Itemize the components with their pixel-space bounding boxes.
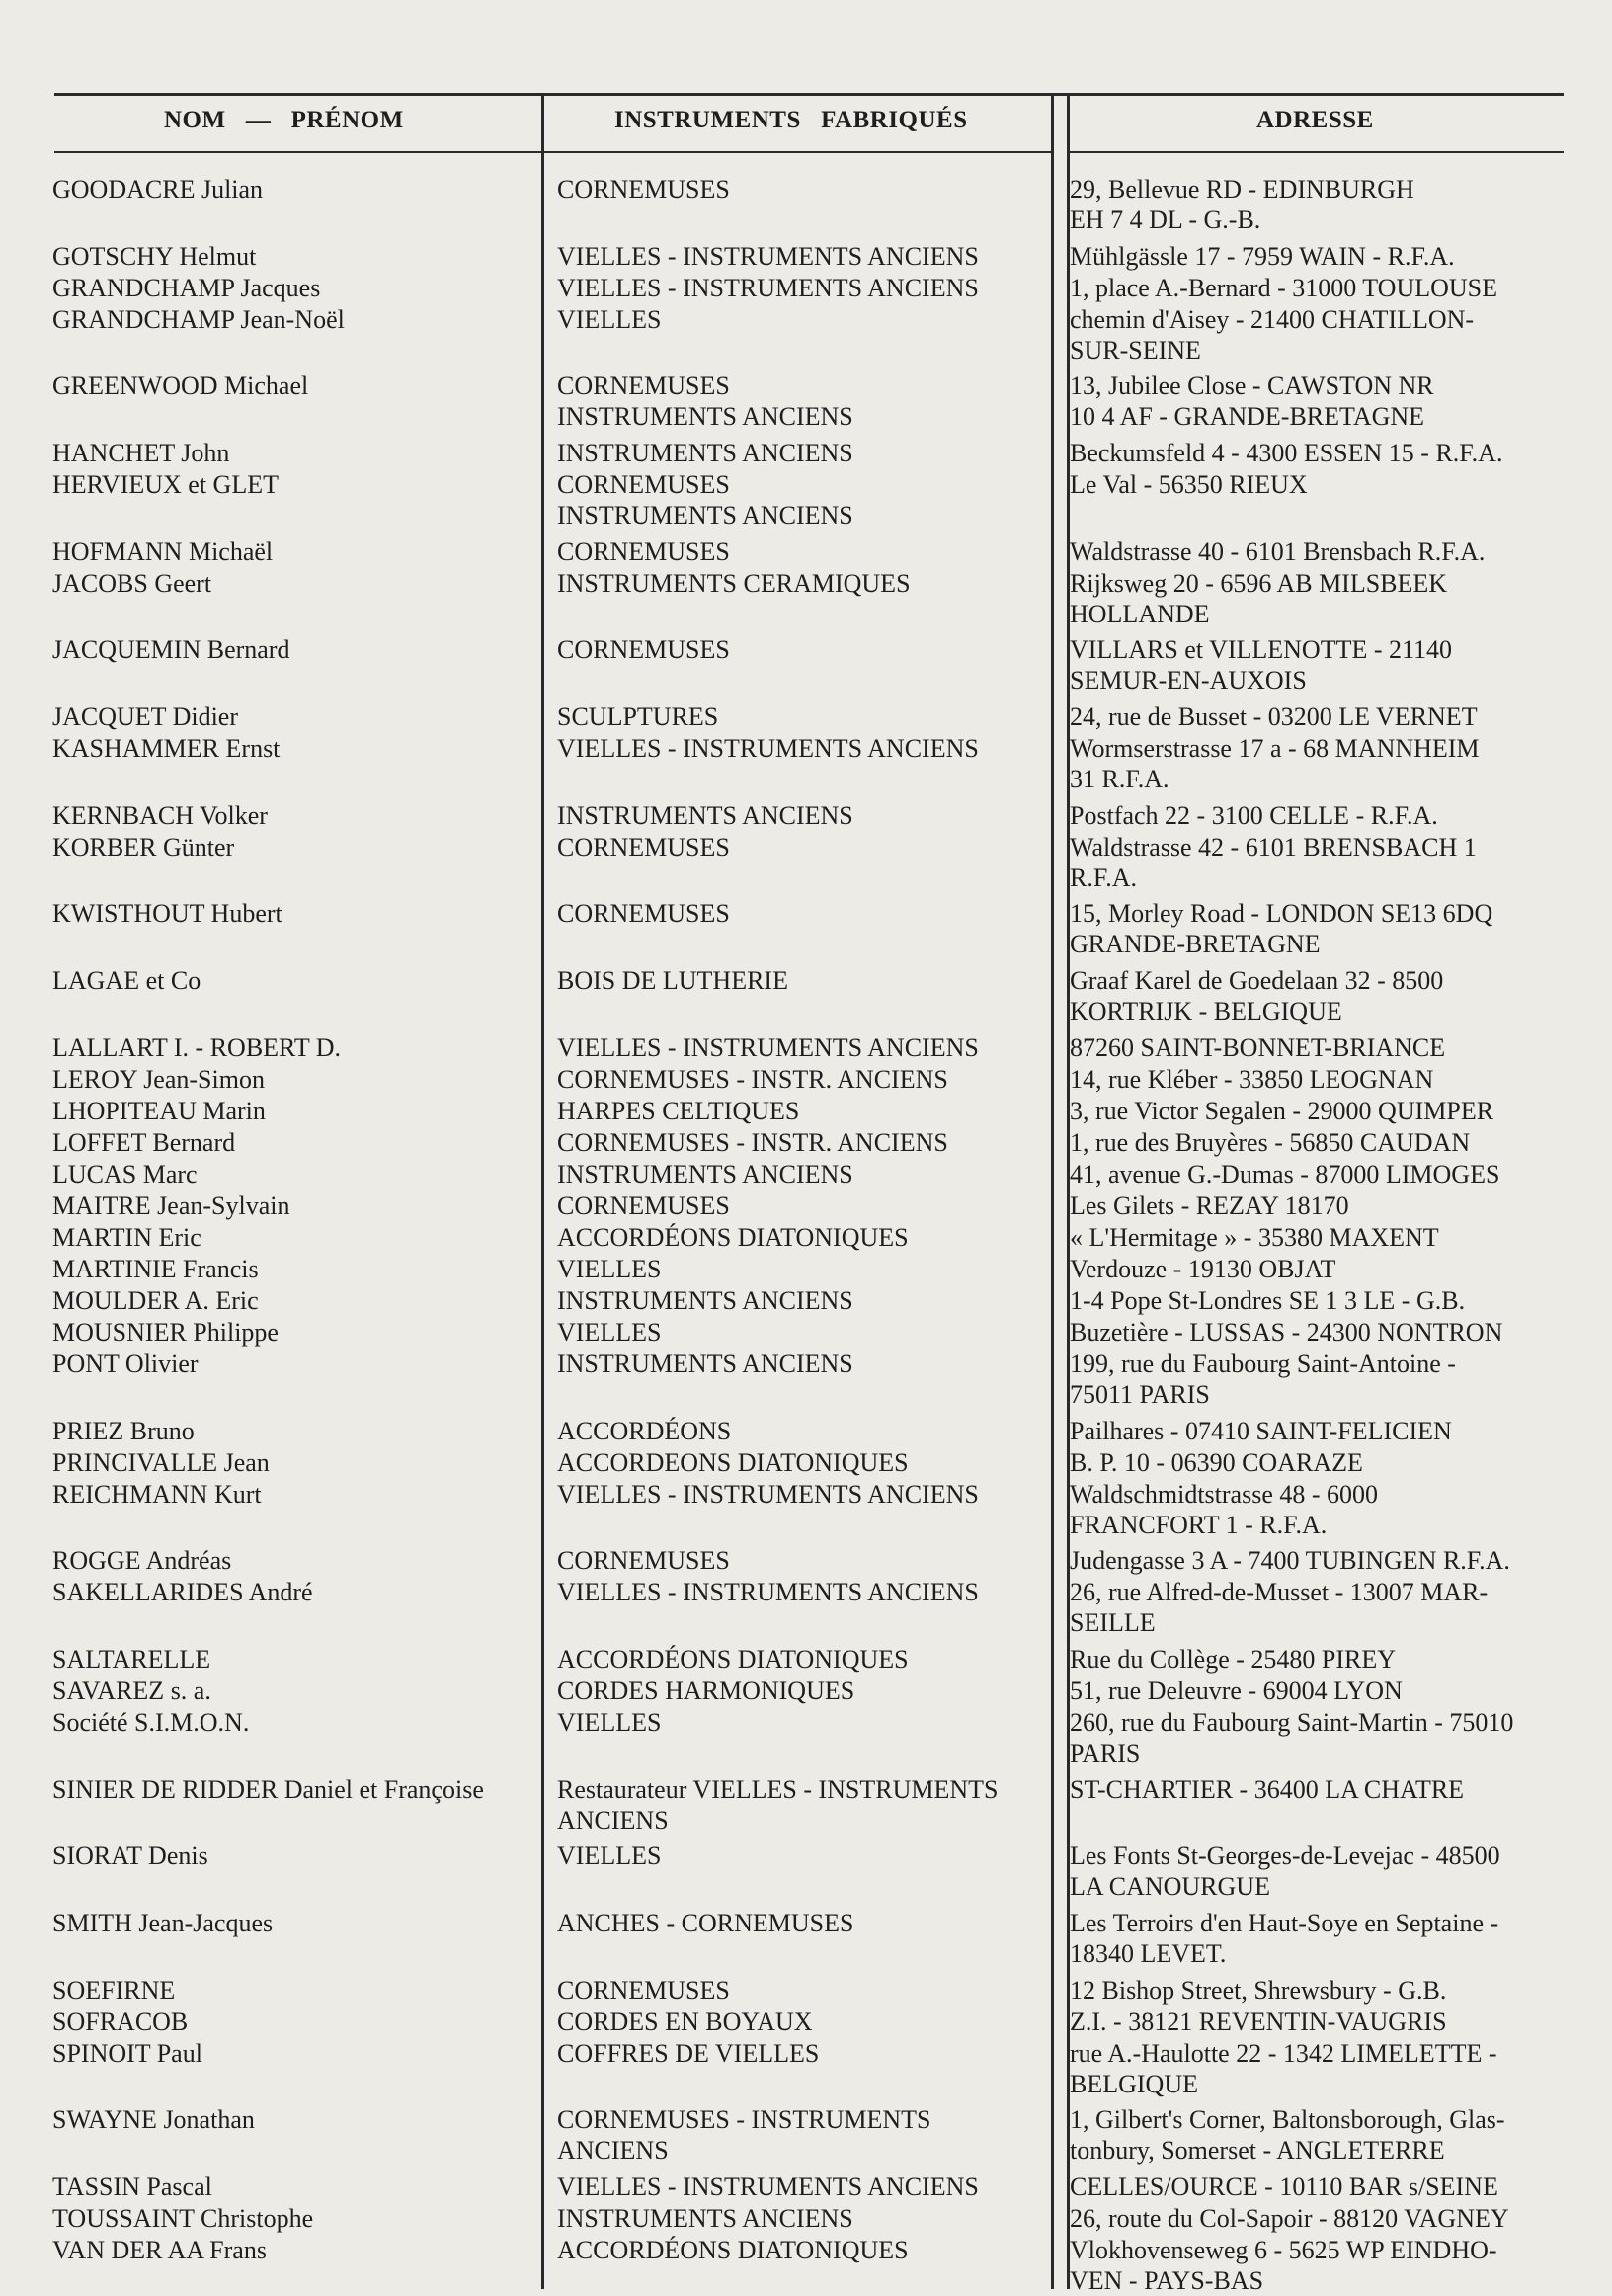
instrument-line: CORNEMUSES - INSTR. ANCIENS [557,1127,948,1157]
row-address [1070,733,1564,794]
row-name: KASHAMMER Ernst [52,734,281,764]
instrument-line: VIELLES [557,1707,662,1737]
row-instruments [557,1545,1051,1576]
row-instruments [557,1577,1051,1607]
row-instruments [557,2172,1051,2202]
address-line: tonbury, Somerset - ANGLETERRE [1070,2136,1445,2166]
row-instruments [557,898,1051,929]
address-line: CELLES/OURCE - 10110 BAR s/SEINE [1070,2172,1498,2201]
address-line: PARIS [1070,1738,1141,1767]
address-line: VEN - PAYS-BAS [1070,2266,1264,2295]
instrument-line: INSTRUMENTS ANCIENS [557,1349,853,1378]
row-name: PONT Olivier [52,1349,199,1378]
instrument-line: INSTRUMENTS CERAMIQUES [557,568,911,598]
row-name: Société S.I.M.O.N. [52,1707,250,1737]
instrument-line: ACCORDÉONS DIATONIQUES [557,1222,909,1252]
row-name: MOUSNIER Philippe [52,1317,279,1347]
instrument-line: CORNEMUSES [557,832,730,861]
row-name: TOUSSAINT Christophe [52,2203,314,2233]
address-line: 13, Jubilee Close - CAWSTON NR [1070,371,1434,401]
row-instruments [557,304,1051,335]
address-line: EH 7 4 DL - G.-B. [1070,205,1261,234]
address-line: Buzetière - LUSSAS - 24300 NONTRON [1070,1317,1503,1347]
row-name: LEROY Jean-Simon [52,1064,265,1094]
row-instruments [557,2007,1051,2037]
instrument-line: VIELLES - INSTRUMENTS ANCIENS [557,1032,979,1062]
row-address [1070,1644,1564,1675]
instrument-line: Restaurateur VIELLES - INSTRUMENTS [557,1774,999,1804]
row-name: JACOBS Geert [52,568,212,598]
instrument-line: CORNEMUSES [557,371,730,401]
instrument-line: VIELLES - INSTRUMENTS ANCIENS [557,1578,979,1607]
row-instruments [557,1479,1051,1510]
instrument-line: ACCORDÉONS DIATONIQUES [557,2236,909,2264]
row-instruments [557,1676,1051,1706]
row-address [1070,1774,1564,1805]
row-instruments [557,1222,1051,1253]
row-instruments [557,733,1051,764]
row-instruments [557,469,1051,531]
row-name: SOFRACOB [52,2007,189,2036]
row-instruments [557,1064,1051,1095]
instrument-line: CORNEMUSES [557,1546,730,1576]
instrument-line: VIELLES [557,1842,662,1871]
row-address [1070,701,1564,732]
instrument-line: CORNEMUSES [557,175,730,204]
row-address [1070,2172,1564,2202]
row-address [1070,370,1564,432]
row-address [1070,1447,1564,1478]
address-line: LA CANOURGUE [1070,1872,1270,1902]
row-name: SMITH Jean-Jacques [52,1908,274,1937]
row-name: SWAYNE Jonathan [52,2105,255,2135]
row-name: MAITRE Jean-Sylvain [52,1190,290,1220]
header-address: ADRESSE [1256,107,1374,133]
address-line: GRANDE-BRETAGNE [1070,930,1321,959]
address-line: 260, rue du Faubourg Saint-Martin - 75010 [1070,1707,1514,1737]
row-instruments [557,1416,1051,1446]
row-instruments [557,701,1051,732]
row-name: REICHMANN Kurt [52,1479,262,1509]
row-instruments [557,241,1051,272]
row-name: KORBER Günter [52,832,235,861]
instrument-line: COFFRES DE VIELLES [557,2038,820,2068]
address-line: 1, place A.-Bernard - 31000 TOULOUSE [1070,273,1498,302]
row-instruments [557,568,1051,599]
address-line: Verdouze - 19130 OBJAT [1070,1254,1336,1283]
row-instruments [557,1317,1051,1348]
instrument-line: CORNEMUSES [557,536,730,566]
row-address [1070,1127,1564,1158]
row-address [1070,1032,1564,1063]
instrument-line: CORNEMUSES [557,1190,730,1220]
address-line: Les Terroirs d'en Haut-Soye en Septaine - [1070,1908,1499,1937]
instrument-line: INSTRUMENTS ANCIENS [557,402,853,432]
row-name: SOEFIRNE [52,1975,176,2005]
row-instruments [557,2203,1051,2234]
instrument-line: INSTRUMENTS ANCIENS [557,800,853,830]
row-address [1070,1159,1564,1189]
address-line: 15, Morley Road - LONDON SE13 6DQ [1070,899,1493,929]
row-address [1070,832,1564,893]
row-name: SINIER DE RIDDER Daniel et Françoise [52,1774,484,1804]
row-name: ROGGE Andréas [52,1546,232,1576]
row-instruments [557,2104,1051,2166]
address-line: Beckumsfeld 4 - 4300 ESSEN 15 - R.F.A. [1070,439,1503,468]
row-address [1070,898,1564,959]
row-name: SALTARELLE [52,1644,211,1674]
row-address [1070,1254,1564,1284]
instrument-line: CORNEMUSES [557,899,730,929]
address-line: SEMUR-EN-AUXOIS [1070,666,1307,696]
instrument-line: CORNEMUSES [557,1975,730,2005]
instrument-line: HARPES CELTIQUES [557,1096,800,1125]
instrument-line: ANCIENS [557,1805,669,1835]
address-line: B. P. 10 - 06390 COARAZE [1070,1447,1363,1477]
row-instruments [557,1774,1051,1836]
address-line: 87260 SAINT-BONNET-BRIANCE [1070,1032,1446,1062]
row-name: GOTSCHY Helmut [52,241,257,271]
address-line: Pailhares - 07410 SAINT-FELICIEN [1070,1416,1452,1445]
address-line: HOLLANDE [1070,599,1210,628]
header-instruments: INSTRUMENTS FABRIQUÉS [614,107,968,133]
row-address [1070,273,1564,303]
address-line: ST-CHARTIER - 36400 LA CHATRE [1070,1774,1465,1804]
instrument-line: BOIS DE LUTHERIE [557,966,788,996]
address-line: 51, rue Deleuvre - 69004 LYON [1070,1676,1403,1705]
row-instruments [557,1841,1051,1871]
row-instruments [557,1127,1051,1158]
address-line: Les Gilets - REZAY 18170 [1070,1190,1349,1220]
row-address [1070,800,1564,831]
row-instruments [557,965,1051,996]
instrument-line: INSTRUMENTS ANCIENS [557,439,853,468]
row-instruments [557,1908,1051,1938]
row-address [1070,1841,1564,1902]
row-name: GRANDCHAMP Jean-Noël [52,304,345,334]
row-instruments [557,370,1051,432]
instrument-line: VIELLES - INSTRUMENTS ANCIENS [557,734,979,764]
instrument-line: INSTRUMENTS ANCIENS [557,501,853,531]
row-address [1070,304,1564,366]
row-instruments [557,800,1051,831]
address-line: FRANCFORT 1 - R.F.A. [1070,1510,1328,1539]
address-line: Vlokhovenseweg 6 - 5625 WP EINDHO- [1070,2236,1497,2264]
address-line: Waldschmidtstrasse 48 - 6000 [1070,1479,1379,1509]
row-address [1070,2235,1564,2296]
row-name: LOFFET Bernard [52,1127,236,1157]
row-instruments [557,1254,1051,1284]
row-address [1070,1064,1564,1095]
row-instruments [557,1707,1051,1738]
row-instruments [557,536,1051,567]
instrument-line: ANCHES - CORNEMUSES [557,1908,854,1937]
address-line: Mühlgässle 17 - 7959 WAIN - R.F.A. [1070,241,1455,271]
instrument-line: INSTRUMENTS ANCIENS [557,1159,853,1189]
row-address [1070,1676,1564,1706]
row-name: KWISTHOUT Hubert [52,899,282,929]
row-address [1070,469,1564,500]
row-address [1070,2038,1564,2099]
address-line: 12 Bishop Street, Shrewsbury - G.B. [1070,1975,1447,2005]
address-line: Les Fonts St-Georges-de-Levejac - 48500 [1070,1842,1500,1871]
row-instruments [557,832,1051,862]
address-line: Wormserstrasse 17 a - 68 MANNHEIM [1070,734,1480,764]
instrument-line: ANCIENS [557,2136,669,2166]
address-line: 29, Bellevue RD - EDINBURGH [1070,175,1414,204]
address-line: SEILLE [1070,1608,1156,1638]
row-address [1070,1975,1564,2006]
row-name: MARTINIE Francis [52,1254,259,1283]
address-line: VILLARS et VILLENOTTE - 21140 [1070,635,1453,665]
row-instruments [557,634,1051,665]
row-address [1070,568,1564,629]
row-name: KERNBACH Volker [52,800,268,830]
row-address [1070,1908,1564,1969]
row-name: MOULDER A. Eric [52,1285,259,1315]
instrument-line: ACCORDEONS DIATONIQUES [557,1447,909,1477]
row-address [1070,1285,1564,1316]
address-line: Judengasse 3 A - 7400 TUBINGEN R.F.A. [1070,1546,1510,1576]
row-address [1070,1707,1564,1768]
address-line: « L'Hermitage » - 35380 MAXENT [1070,1222,1439,1252]
row-name: HANCHET John [52,439,230,468]
address-line: Rijksweg 20 - 6596 AB MILSBEEK [1070,568,1448,598]
row-instruments [557,273,1051,303]
instrument-line: SCULPTURES [557,702,719,732]
address-line: 18340 LEVET. [1070,1938,1227,1968]
address-line: Postfach 22 - 3100 CELLE - R.F.A. [1070,800,1438,830]
instrument-line: CORDES HARMONIQUES [557,1676,855,1705]
address-line: 3, rue Victor Segalen - 29000 QUIMPER [1070,1096,1494,1125]
address-line: Z.I. - 38121 REVENTIN-VAUGRIS [1070,2007,1447,2036]
row-address [1070,1317,1564,1348]
address-line: 26, route du Col-Sapoir - 88120 VAGNEY [1070,2203,1509,2233]
row-name: JACQUET Didier [52,702,239,732]
row-address [1070,2007,1564,2037]
row-name: LALLART I. - ROBERT D. [52,1032,342,1062]
address-line: Rue du Collège - 25480 PIREY [1070,1644,1397,1674]
row-instruments [557,1190,1051,1221]
row-address [1070,536,1564,567]
instrument-line: CORNEMUSES [557,470,730,500]
instrument-line: VIELLES [557,1317,662,1347]
instrument-line: VIELLES - INSTRUMENTS ANCIENS [557,273,979,302]
row-instruments [557,2038,1051,2069]
address-line: 24, rue de Busset - 03200 LE VERNET [1070,702,1478,732]
row-name: GRANDCHAMP Jacques [52,273,321,302]
address-line: 14, rue Kléber - 33850 LEOGNAN [1070,1064,1434,1094]
address-line: 10 4 AF - GRANDE-BRETAGNE [1070,402,1425,432]
row-address [1070,1096,1564,1126]
row-name: TASSIN Pascal [52,2172,212,2201]
instrument-line: CORNEMUSES - INSTRUMENTS [557,2105,931,2135]
row-address [1070,241,1564,272]
row-address [1070,2203,1564,2234]
row-name: HERVIEUX et GLET [52,470,279,500]
instrument-line: VIELLES - INSTRUMENTS ANCIENS [557,241,979,271]
address-line: KORTRIJK - BELGIQUE [1070,997,1342,1026]
row-instruments [557,438,1051,468]
address-line: 26, rue Alfred-de-Musset - 13007 MAR- [1070,1578,1489,1607]
row-address [1070,2104,1564,2166]
row-address [1070,1349,1564,1410]
row-name: PRINCIVALLE Jean [52,1447,270,1477]
row-name: SAKELLARIDES André [52,1578,313,1607]
instrument-line: VIELLES - INSTRUMENTS ANCIENS [557,1479,979,1509]
row-name: GOODACRE Julian [52,175,264,204]
row-instruments [557,2235,1051,2265]
address-line: 31 R.F.A. [1070,765,1169,794]
instrument-line: CORNEMUSES - INSTR. ANCIENS [557,1064,948,1094]
instrument-line: INSTRUMENTS ANCIENS [557,1285,853,1315]
row-address [1070,1479,1564,1540]
row-name: PRIEZ Bruno [52,1416,195,1445]
row-name: LUCAS Marc [52,1159,198,1189]
row-address [1070,1416,1564,1446]
address-line: 1, rue des Bruyères - 56850 CAUDAN [1070,1127,1471,1157]
address-line: Graaf Karel de Goedelaan 32 - 8500 [1070,966,1444,996]
row-instruments [557,1644,1051,1675]
row-name: SPINOIT Paul [52,2038,202,2068]
address-line: 199, rue du Faubourg Saint-Antoine - [1070,1349,1456,1378]
address-line: 1, Gilbert's Corner, Baltonsborough, Glas- [1070,2105,1505,2135]
address-line: chemin d'Aisey - 21400 CHATILLON- [1070,304,1475,334]
row-name: GREENWOOD Michael [52,371,309,401]
address-line: 41, avenue G.-Dumas - 87000 LIMOGES [1070,1159,1500,1189]
row-address [1070,174,1564,235]
header-name: NOM — PRÉNOM [164,107,404,133]
address-line: Waldstrasse 42 - 6101 BRENSBACH 1 [1070,832,1477,861]
row-name: MARTIN Eric [52,1222,202,1252]
row-name: VAN DER AA Frans [52,2236,267,2264]
instrument-line: INSTRUMENTS ANCIENS [557,2203,853,2233]
row-address [1070,1545,1564,1576]
row-address [1070,634,1564,696]
row-name: SIORAT Denis [52,1842,208,1871]
row-name: LHOPITEAU Marin [52,1096,266,1125]
row-name: SAVAREZ s. a. [52,1676,211,1705]
row-name: HOFMANN Michaël [52,536,274,566]
row-address [1070,1190,1564,1221]
instrument-line: CORNEMUSES [557,635,730,665]
row-address [1070,1577,1564,1638]
row-instruments [557,1285,1051,1316]
row-instruments [557,1159,1051,1189]
address-line: R.F.A. [1070,862,1137,892]
row-name: LAGAE et Co [52,966,202,996]
instrument-line: CORDES EN BOYAUX [557,2007,813,2036]
address-line: 75011 PARIS [1070,1379,1210,1409]
row-address [1070,965,1564,1026]
address-line: Waldstrasse 40 - 6101 Brensbach R.F.A. [1070,536,1486,566]
row-name: JACQUEMIN Bernard [52,635,290,665]
row-instruments [557,1447,1051,1478]
instrument-line: VIELLES [557,304,662,334]
row-instruments [557,1975,1051,2006]
address-line: Le Val - 56350 RIEUX [1070,470,1308,500]
instrument-line: VIELLES - INSTRUMENTS ANCIENS [557,2172,979,2201]
row-instruments [557,1096,1051,1126]
row-address [1070,438,1564,468]
row-instruments [557,1349,1051,1379]
row-address [1070,1222,1564,1253]
row-instruments [557,174,1051,205]
instrument-line: VIELLES [557,1254,662,1283]
address-line: SUR-SEINE [1070,335,1201,365]
address-line: 1-4 Pope St-Londres SE 1 3 LE - G.B. [1070,1285,1466,1315]
instrument-line: ACCORDÉONS DIATONIQUES [557,1644,909,1674]
address-line: rue A.-Haulotte 22 - 1342 LIMELETTE - [1070,2038,1497,2068]
address-line: BELGIQUE [1070,2069,1198,2098]
instrument-line: ACCORDÉONS [557,1416,732,1445]
row-instruments [557,1032,1051,1063]
